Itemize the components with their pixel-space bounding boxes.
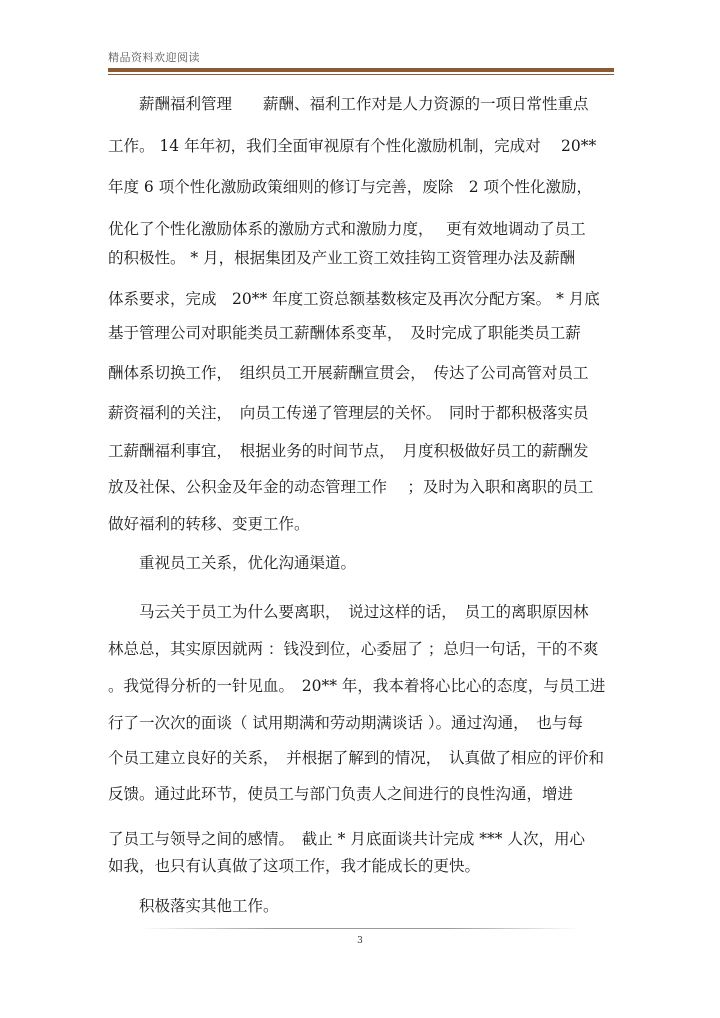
text-line: 年度 6 项个性化激励政策细则的修订与完善，废除 2 项个性化激励， <box>108 178 593 196</box>
text-line: 重视员工关系，优化沟通渠道。 <box>108 554 357 572</box>
text-line: 反馈。通过此环节，使员工与部门负责人之间进行的良性沟通，增进 <box>108 785 574 803</box>
text-line: 如我，也只有认真做了这项工作，我才能成长的更快。 <box>108 857 481 875</box>
text-line: 行了一次次的面谈（ 试用期满和劳动期满谈话 ）。通过沟通， 也与每 <box>108 714 583 732</box>
text-line: 工薪酬福利事宜， 根据业务的时间节点， 月度积极做好员工的薪酬发 <box>108 442 589 460</box>
text-line: 薪资福利的关注， 向员工传递了管理层的关怀。 同时于都积极落实员 <box>108 404 589 422</box>
text-line: 的积极性。 * 月，根据集团及产业工资工效挂钩工资管理办法及薪酬 <box>108 249 576 267</box>
text-line: 体系要求，完成 20** 年度工资总额基数核定及再次分配方案。 * 月底 <box>108 290 600 308</box>
text-line: 个员工建立良好的关系， 并根据了解到的情况， 认真做了相应的评价和 <box>108 749 605 767</box>
text-line: 薪酬福利管理 薪酬、福利工作对是人力资源的一项日常性重点 <box>108 95 589 113</box>
text-line: 放及社保、公积金及年金的动态管理工作 ；及时为入职和离职的员工 <box>108 478 594 496</box>
header-rule-thick <box>108 68 614 72</box>
text-line: 马云关于员工为什么要离职， 说过这样的话， 员工的离职原因林 <box>108 603 589 621</box>
text-line: 。我觉得分析的一针见血。 20** 年，我本着将心比心的态度，与员工进 <box>108 677 606 695</box>
page-number: 3 <box>357 936 363 946</box>
text-line: 优化了个性化激励体系的激励方式和激励力度， 更有效地调动了员工 <box>108 220 586 238</box>
header-text: 精品资料欢迎阅读 <box>108 51 200 64</box>
text-line: 基于管理公司对职能类员工薪酬体系变革， 及时完成了职能类员工薪 <box>108 324 581 342</box>
text-line: 了员工与领导之间的感情。 截止 * 月底面谈共计完成 *** 人次，用心 <box>108 830 585 848</box>
text-line: 酬体系切换工作， 组织员工开展薪酬宣贯会， 传达了公司高管对员工 <box>108 364 589 382</box>
text-line: 做好福利的转移、变更工作。 <box>108 515 310 533</box>
text-line: 积极落实其他工作。 <box>108 897 279 915</box>
footer-rule <box>140 928 580 929</box>
text-line: 林总总，其实原因就两 ：钱没到位，心委屈了 ；总归一句话，干的不爽 <box>108 640 599 658</box>
header-rule-thin <box>108 74 614 75</box>
text-line: 工作。 14 年年初，我们全面审视原有个性化激励机制，完成对 20** <box>108 137 597 155</box>
